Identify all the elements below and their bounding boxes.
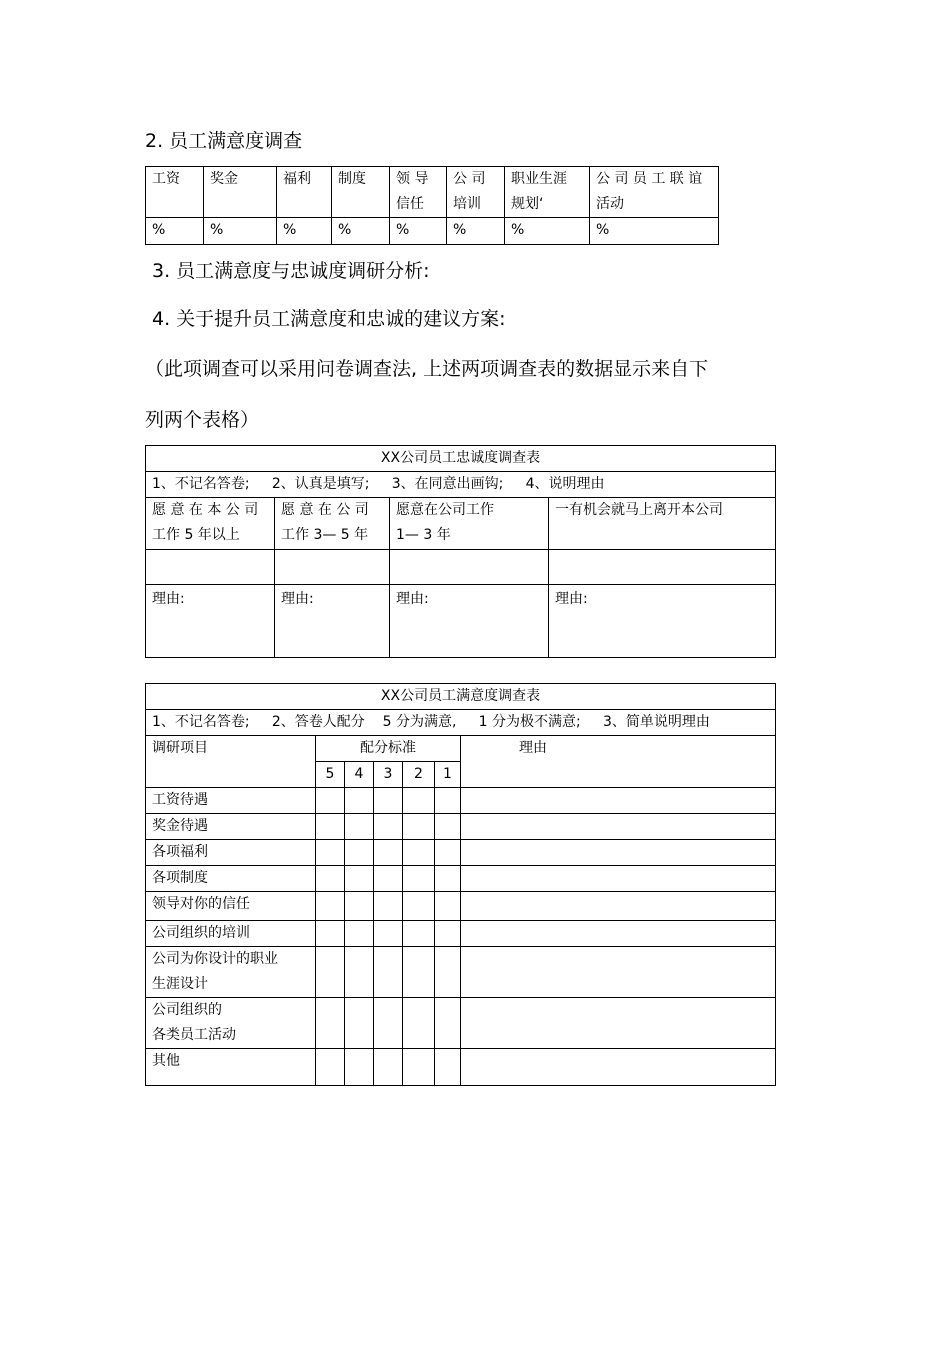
score-cell[interactable] (316, 998, 345, 1049)
score-cell[interactable] (403, 998, 435, 1049)
score-cell[interactable] (345, 788, 374, 814)
score-cell[interactable] (374, 1049, 403, 1086)
score-cell[interactable] (374, 892, 403, 921)
score-cell[interactable] (345, 866, 374, 892)
reason-cell[interactable] (461, 892, 776, 921)
column-header-item: 调研项目 (146, 736, 316, 788)
summary-header-cell: 公 司 员 工 联 谊 活动 (590, 167, 719, 218)
section-3-heading: 3. 员工满意度与忠诚度调研分析: (152, 260, 430, 282)
summary-value-row (146, 218, 719, 245)
summary-value-cell: % (505, 218, 590, 245)
satisfaction-instructions: 1、不记名答卷; 2、答卷人配分 5 分为满意, 1 分为极不满意; 3、简单说明理由 (146, 710, 776, 736)
score-cell[interactable] (316, 814, 345, 840)
score-cell[interactable] (345, 921, 374, 947)
loyalty-reason-row (146, 585, 776, 658)
score-cell[interactable] (435, 998, 461, 1049)
score-cell[interactable] (316, 921, 345, 947)
survey-item-row (146, 1049, 776, 1086)
survey-item-row (146, 921, 776, 947)
loyalty-option-cell: 愿 意 在 本 公 司 工作 5 年以上 (146, 498, 275, 550)
loyalty-instructions: 1、不记名答卷; 2、认真是填写; 3、在同意出画钩; 4、说明理由 (146, 472, 776, 498)
reason-cell[interactable] (461, 1049, 776, 1086)
summary-value-cell: % (590, 218, 719, 245)
score-cell[interactable] (345, 814, 374, 840)
loyalty-reason-cell[interactable]: 理由: (549, 585, 776, 658)
loyalty-option-cell: 愿意在公司工作 1— 3 年 (390, 498, 549, 550)
loyalty-options-row (146, 498, 776, 550)
score-cell[interactable] (435, 866, 461, 892)
loyalty-option-cell: 愿 意 在 公 司 工作 3— 5 年 (275, 498, 390, 550)
summary-header-cell: 职业生涯 规划‘ (505, 167, 590, 218)
score-cell[interactable] (316, 892, 345, 921)
summary-header-cell: 公 司 培训 (447, 167, 505, 218)
score-header-cell: 5 (316, 762, 345, 788)
loyalty-option-cell: 一有机会就马上离开本公司 (549, 498, 776, 550)
score-cell[interactable] (435, 892, 461, 921)
summary-header-row (146, 167, 719, 218)
survey-item-label: 各项福利 (146, 840, 316, 866)
survey-item-label: 领导对你的信任 (146, 892, 316, 921)
summary-header-cell: 领 导 信任 (390, 167, 447, 218)
score-cell[interactable] (345, 892, 374, 921)
loyalty-check-row (146, 550, 776, 585)
score-cell[interactable] (374, 866, 403, 892)
score-cell[interactable] (403, 892, 435, 921)
section-4-heading: 4. 关于提升员工满意度和忠诚的建议方案: (152, 308, 506, 330)
summary-header-cell: 奖金 (204, 167, 277, 218)
loyalty-check-cell[interactable] (390, 550, 549, 585)
summary-header-cell: 福利 (277, 167, 332, 218)
loyalty-reason-cell[interactable]: 理由: (390, 585, 549, 658)
reason-cell[interactable] (461, 921, 776, 947)
score-cell[interactable] (374, 814, 403, 840)
score-header-cell: 3 (374, 762, 403, 788)
column-header-reason: 理由 (461, 736, 776, 788)
score-cell[interactable] (403, 921, 435, 947)
section-2-heading: 2. 员工满意度调查 (145, 130, 303, 152)
score-cell[interactable] (316, 866, 345, 892)
reason-cell[interactable] (461, 947, 776, 998)
survey-item-label: 各项制度 (146, 866, 316, 892)
survey-item-label: 公司组织的培训 (146, 921, 316, 947)
score-cell[interactable] (435, 840, 461, 866)
loyalty-check-cell[interactable] (549, 550, 776, 585)
summary-value-cell: % (447, 218, 505, 245)
score-cell[interactable] (374, 788, 403, 814)
score-cell[interactable] (435, 1049, 461, 1086)
summary-value-cell: % (277, 218, 332, 245)
survey-item-row (146, 814, 776, 840)
reason-cell[interactable] (461, 866, 776, 892)
reason-cell[interactable] (461, 998, 776, 1049)
score-cell[interactable] (316, 840, 345, 866)
survey-item-label: 其他 (146, 1049, 316, 1086)
score-cell[interactable] (316, 788, 345, 814)
score-cell[interactable] (435, 921, 461, 947)
satisfaction-table-title: XX公司员工满意度调查表 (146, 684, 776, 710)
loyalty-table-title: XX公司员工忠诚度调查表 (146, 446, 776, 472)
score-header-cell: 4 (345, 762, 374, 788)
score-cell[interactable] (403, 788, 435, 814)
loyalty-check-cell[interactable] (146, 550, 275, 585)
loyalty-check-cell[interactable] (275, 550, 390, 585)
reason-cell[interactable] (461, 788, 776, 814)
summary-value-cell: % (332, 218, 390, 245)
score-header-cell: 2 (403, 762, 435, 788)
score-cell[interactable] (403, 866, 435, 892)
survey-item-row (146, 788, 776, 814)
score-cell[interactable] (435, 788, 461, 814)
score-cell[interactable] (435, 947, 461, 998)
summary-header-cell: 工资 (146, 167, 204, 218)
summary-value-cell: % (204, 218, 277, 245)
survey-item-row (146, 947, 776, 998)
score-cell[interactable] (374, 947, 403, 998)
score-cell[interactable] (435, 814, 461, 840)
survey-item-label: 公司组织的 各类员工活动 (146, 998, 316, 1049)
score-cell[interactable] (374, 840, 403, 866)
note-line-2: 列两个表格） (145, 409, 260, 431)
score-cell[interactable] (374, 921, 403, 947)
survey-item-row (146, 998, 776, 1049)
score-cell[interactable] (403, 814, 435, 840)
satisfaction-summary-table (145, 166, 719, 245)
summary-value-cell: % (146, 218, 204, 245)
note-line-1: （此项调查可以采用问卷调查法, 上述两项调查表的数据显示来自下 (145, 358, 709, 380)
score-cell[interactable] (345, 1049, 374, 1086)
loyalty-reason-cell[interactable]: 理由: (275, 585, 390, 658)
loyalty-survey-table (145, 445, 776, 658)
survey-item-row (146, 866, 776, 892)
score-cell[interactable] (345, 840, 374, 866)
score-cell[interactable] (403, 1049, 435, 1086)
survey-item-row (146, 840, 776, 866)
survey-item-label: 奖金待遇 (146, 814, 316, 840)
summary-value-cell: % (390, 218, 447, 245)
survey-item-row (146, 892, 776, 921)
score-cell[interactable] (345, 998, 374, 1049)
score-cell[interactable] (345, 947, 374, 998)
score-cell[interactable] (316, 947, 345, 998)
column-header-score: 配分标准 (316, 736, 461, 762)
satisfaction-survey-table (145, 683, 776, 1086)
reason-cell[interactable] (461, 840, 776, 866)
summary-header-cell: 制度 (332, 167, 390, 218)
survey-item-label: 公司为你设计的职业 生涯设计 (146, 947, 316, 998)
score-header-cell: 1 (435, 762, 461, 788)
score-cell[interactable] (374, 998, 403, 1049)
score-cell[interactable] (403, 840, 435, 866)
loyalty-reason-cell[interactable]: 理由: (146, 585, 275, 658)
score-cell[interactable] (316, 1049, 345, 1086)
survey-item-label: 工资待遇 (146, 788, 316, 814)
score-cell[interactable] (403, 947, 435, 998)
reason-cell[interactable] (461, 814, 776, 840)
